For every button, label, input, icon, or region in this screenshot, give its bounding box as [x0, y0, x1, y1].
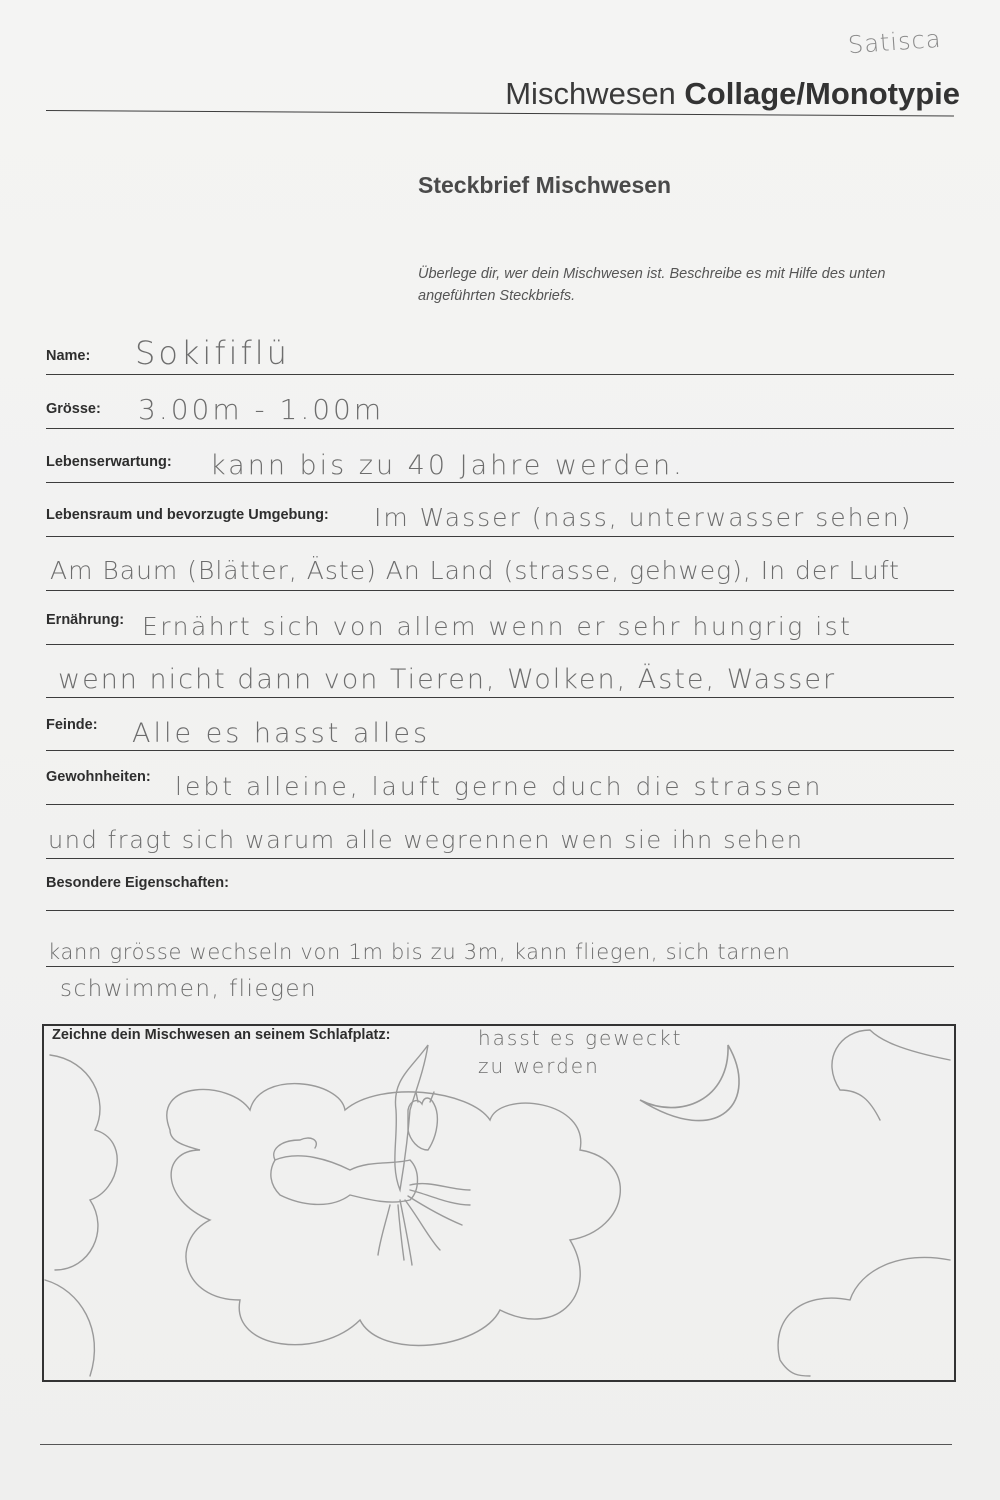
cloud-sketch — [167, 1084, 620, 1346]
page-title-light: Mischwesen — [505, 76, 685, 111]
bottom-rule — [40, 1444, 952, 1445]
size-label: Grösse: — [46, 401, 101, 417]
right-cloud-sketch — [832, 1030, 950, 1120]
page-title-bold: Collage/Monotypie — [684, 76, 960, 111]
moon-sketch — [640, 1045, 739, 1121]
diet-label: Ernährung: — [46, 612, 125, 628]
drawing-note-line2: zu werden — [478, 1054, 600, 1078]
name-label: Name: — [46, 348, 91, 364]
size-answer: 3.00m - 1.00m — [138, 393, 385, 426]
enemies-answer: Alle es hasst alles — [132, 718, 431, 749]
student-signature: Satisca — [847, 24, 943, 60]
habitat-answer-line1: Im Wasser (nass, unterwasser sehen) — [374, 503, 913, 532]
habits-answer-line2: und fragt sich warum alle wegrennen wen sie ihn sehen — [48, 826, 804, 854]
habits-label: Gewohnheiten: — [46, 769, 151, 785]
habitat-answer-line2: Am Baum (Blätter, Äste) An Land (strasse, gehweg), In der Luft — [50, 556, 900, 585]
habits-answer-line1: lebt alleine, lauft gerne duch die strassen — [175, 772, 824, 801]
diet-answer-line1: Ernährt sich von allem wenn er sehr hungrig ist — [142, 612, 853, 641]
drawing-note-line1: hasst es geweckt — [478, 1026, 683, 1050]
diet-answer-line2: wenn nicht dann von Tieren, Wolken, Äste, Wasser — [58, 664, 837, 695]
enemies-label: Feinde: — [46, 717, 98, 733]
life-expectancy-answer: kann bis zu 40 Jahre werden. — [210, 450, 685, 481]
drawing-frame-label: Zeichne dein Mischwesen an seinem Schlafplatz: — [52, 1027, 391, 1043]
special-traits-answer-line1: kann grösse wechseln von 1m bis zu 3m, kann fliegen, sich tarnen — [48, 940, 791, 964]
left-cloud-sketch — [50, 1055, 117, 1270]
creature-sketch — [271, 1045, 470, 1265]
habitat-label: Lebensraum und bevorzugte Umgebung: — [46, 507, 329, 523]
special-traits-answer-line2: schwimmen, fliegen — [60, 976, 318, 1002]
special-traits-label: Besondere Eigenschaften: — [46, 875, 229, 891]
name-answer: Sokififlü — [135, 334, 290, 372]
worksheet-subtitle: Steckbrief Mischwesen — [418, 172, 672, 198]
instruction-text: Überlege dir, wer dein Mischwesen ist. Beschreibe es mit Hilfe des unten angeführten Steckbriefs. — [418, 266, 886, 304]
life-expectancy-label: Lebenserwartung: — [46, 454, 172, 470]
